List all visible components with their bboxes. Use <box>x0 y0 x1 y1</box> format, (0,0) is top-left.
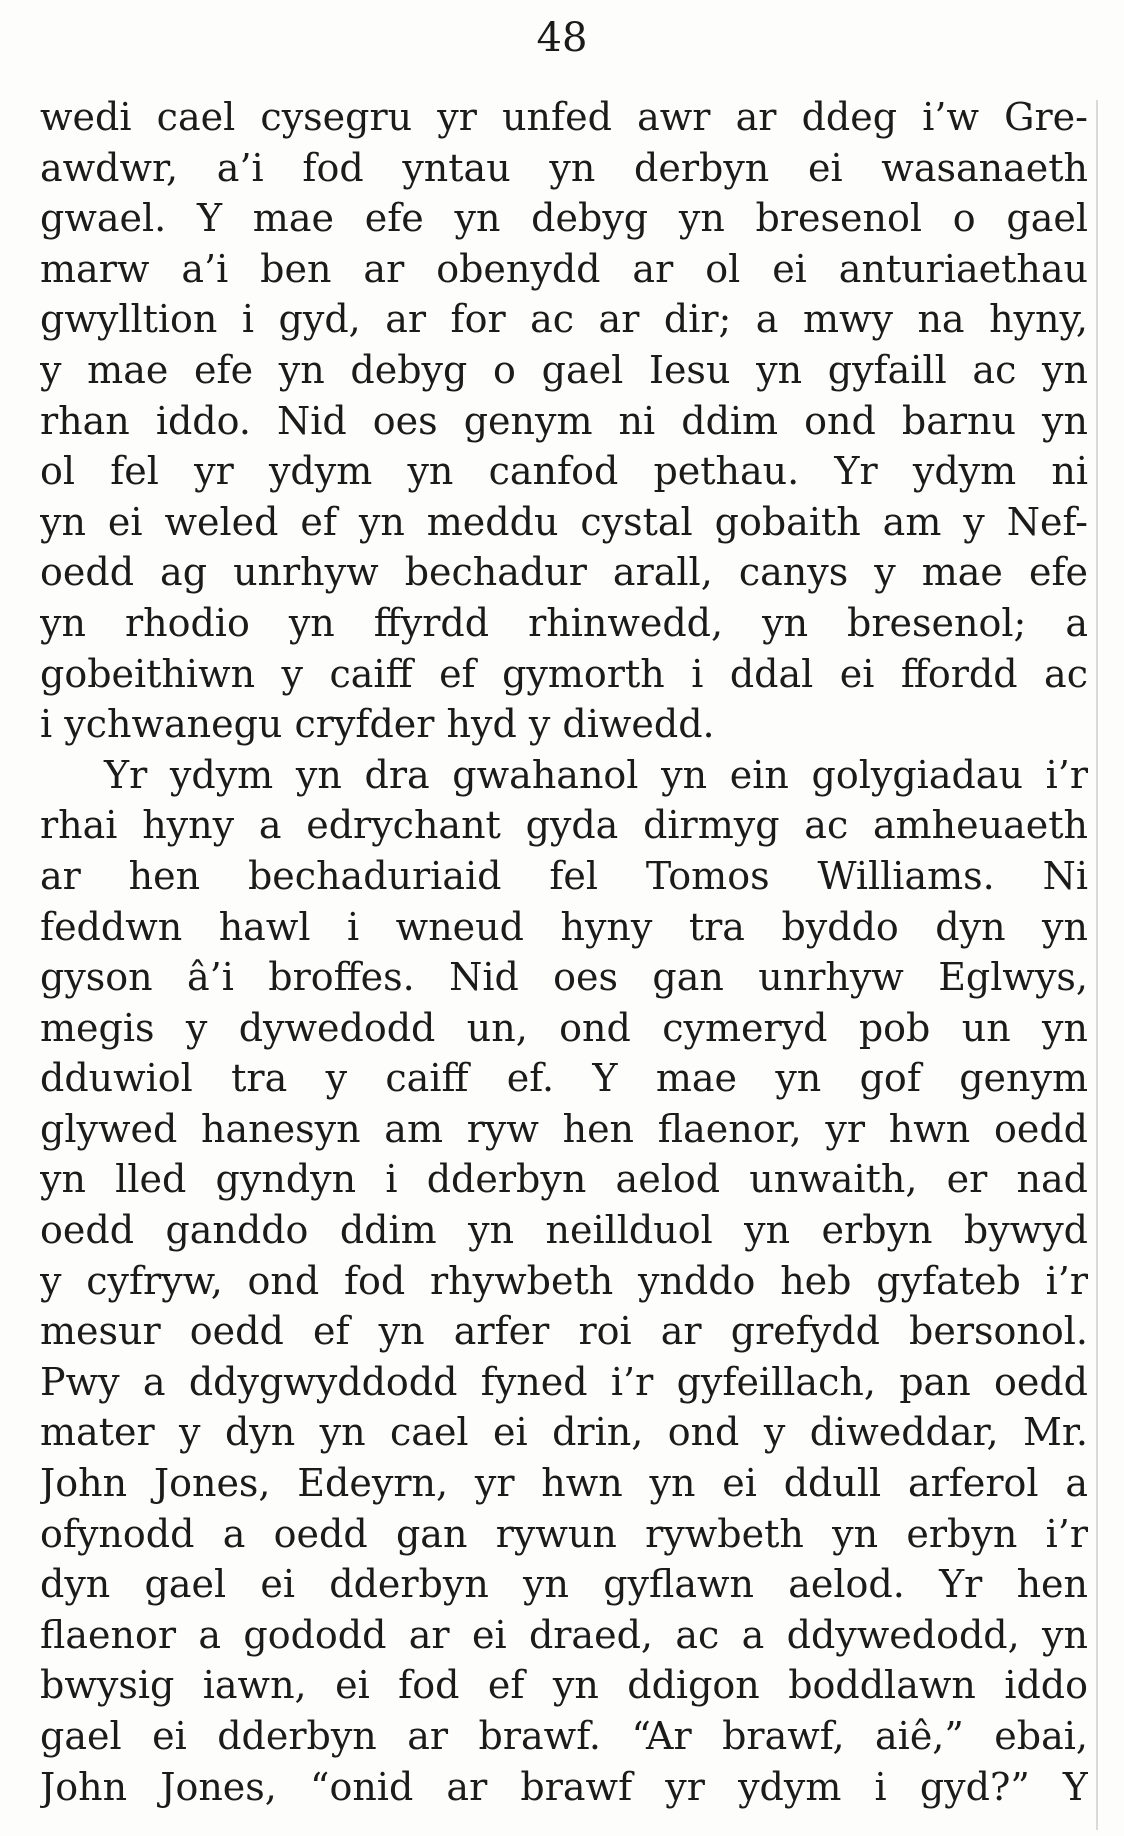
text-line: gael ei dderbyn ar brawf. “Ar brawf, aiê,” ebai, <box>40 1714 1088 1758</box>
text-line: oedd ganddo ddim yn neillduol yn erbyn bywyd <box>40 1208 1088 1253</box>
text-line: wedi cael cysegru yr unfed awr ar ddeg i’w Gre- <box>40 95 1088 139</box>
text-line: ar hen bechaduriaid fel Tomos Williams. Ni <box>40 853 1088 898</box>
text-line: John Jones, “onid ar brawf yr ydym i gyd?” Y <box>40 1764 1088 1809</box>
text-line: gobeithiwn y caiff ef gymorth i ddal ei ffordd ac <box>40 651 1088 696</box>
text-line: y cyfryw, ond fod rhywbeth ynddo heb gyfateb i’r <box>40 1258 1088 1303</box>
text-line: dyn gael ei dderbyn yn gyflawn aelod. Yr hen <box>40 1562 1088 1607</box>
text-line: John Jones, Edeyrn, yr hwn yn ei ddull arferol a <box>40 1461 1088 1506</box>
page-edge-rule <box>1096 100 1098 1830</box>
text-line: oedd ag unrhyw bechadur arall, canys y mae efe <box>40 550 1088 595</box>
text-line: ol fel yr ydym yn canfod pethau. Yr ydym ni <box>40 449 1088 494</box>
text-line: yn rhodio yn ffyrdd rhinwedd, yn bresenol; a <box>40 600 1088 645</box>
text-line: Pwy a ddygwyddodd fyned i’r gyfeillach, pan oedd <box>40 1359 1088 1404</box>
text-line: gwael. Y mae efe yn debyg yn bresenol o gael <box>40 196 1088 241</box>
text-line: yn lled gyndyn i dderbyn aelod unwaith, er nad <box>40 1157 1088 1202</box>
text-line: y mae efe yn debyg o gael Iesu yn gyfaill ac yn <box>40 347 1088 392</box>
page-number: 48 <box>536 15 588 61</box>
text-line: dduwiol tra y caiff ef. Y mae yn gof genym <box>40 1056 1088 1101</box>
text-line: ofynodd a oedd gan rywun rywbeth yn erbyn i’r <box>40 1511 1088 1556</box>
text-line: mesur oedd ef yn arfer roi ar grefydd bersonol. <box>40 1309 1088 1354</box>
text-line: feddwn hawl i wneud hyny tra byddo dyn yn <box>40 904 1088 949</box>
text-line: gwylltion i gyd, ar for ac ar dir; a mwy na hyny, <box>40 297 1088 342</box>
text-line: mater y dyn yn cael ei drin, ond y diweddar, Mr. <box>40 1410 1088 1455</box>
text-line: marw a’i ben ar obenydd ar ol ei anturiaethau <box>40 246 1088 291</box>
text-line: bwysig iawn, ei fod ef yn ddigon boddlawn iddo <box>40 1663 1088 1708</box>
text-line: gyson â’i broffes. Nid oes gan unrhyw Eglwys, <box>40 955 1088 1000</box>
body-text <box>40 92 1088 1812</box>
text-line: glywed hanesyn am ryw hen flaenor, yr hwn oedd <box>40 1106 1088 1151</box>
text-line: Yr ydym yn dra gwahanol yn ein golygiadau i’r <box>104 752 1088 797</box>
text-line: rhan iddo. Nid oes genym ni ddim ond barnu yn <box>40 398 1088 443</box>
text-line: rhai hyny a edrychant gyda dirmyg ac amheuaeth <box>40 803 1088 848</box>
text-line: yn ei weled ef yn meddu cystal gobaith am y Nef- <box>40 499 1088 544</box>
text-line: i ychwanegu cryfder hyd y diwedd. <box>40 702 715 747</box>
text-line: awdwr, a’i fod yntau yn derbyn ei wasanaeth <box>40 145 1088 190</box>
text-line: megis y dywedodd un, ond cymeryd pob un yn <box>40 1005 1088 1050</box>
text-line: flaenor a gododd ar ei draed, ac a ddywedodd, yn <box>40 1612 1088 1657</box>
